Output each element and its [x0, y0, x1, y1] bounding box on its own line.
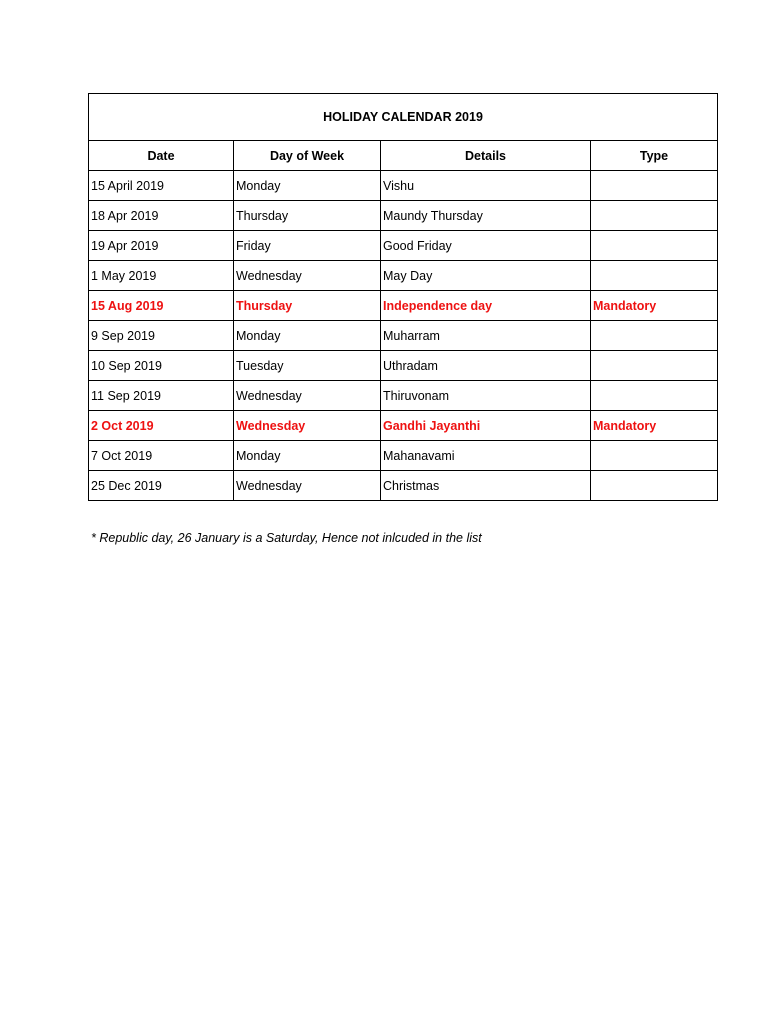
cell-type	[591, 381, 718, 411]
cell-details: Independence day	[381, 291, 591, 321]
cell-date: 15 Aug 2019	[89, 291, 234, 321]
cell-type	[591, 471, 718, 501]
cell-type	[591, 351, 718, 381]
cell-day-of-week: Thursday	[234, 201, 381, 231]
cell-type	[591, 201, 718, 231]
cell-type	[591, 231, 718, 261]
table-body	[89, 171, 718, 501]
column-header-day-of-week: Day of Week	[234, 141, 381, 171]
table-row	[89, 381, 718, 411]
cell-details: Christmas	[381, 471, 591, 501]
cell-day-of-week: Wednesday	[234, 471, 381, 501]
cell-day-of-week: Wednesday	[234, 381, 381, 411]
table-row	[89, 441, 718, 471]
cell-type	[591, 321, 718, 351]
cell-date: 25 Dec 2019	[89, 471, 234, 501]
table-row	[89, 351, 718, 381]
column-header-details: Details	[381, 141, 591, 171]
cell-details: Muharram	[381, 321, 591, 351]
cell-details: May Day	[381, 261, 591, 291]
cell-details: Good Friday	[381, 231, 591, 261]
cell-date: 10 Sep 2019	[89, 351, 234, 381]
column-header-date: Date	[89, 141, 234, 171]
cell-day-of-week: Friday	[234, 231, 381, 261]
cell-date: 18 Apr 2019	[89, 201, 234, 231]
cell-type: Mandatory	[591, 291, 718, 321]
table-row	[89, 411, 718, 441]
footnote: * Republic day, 26 January is a Saturday, Hence not inlcuded in the list	[91, 531, 482, 545]
cell-details: Vishu	[381, 171, 591, 201]
cell-type	[591, 441, 718, 471]
cell-date: 7 Oct 2019	[89, 441, 234, 471]
header-row	[89, 141, 718, 171]
cell-date: 9 Sep 2019	[89, 321, 234, 351]
cell-date: 1 May 2019	[89, 261, 234, 291]
cell-date: 2 Oct 2019	[89, 411, 234, 441]
cell-details: Thiruvonam	[381, 381, 591, 411]
cell-details: Uthradam	[381, 351, 591, 381]
cell-type	[591, 261, 718, 291]
table-row	[89, 231, 718, 261]
table-row	[89, 171, 718, 201]
cell-type	[591, 171, 718, 201]
cell-day-of-week: Monday	[234, 441, 381, 471]
cell-type: Mandatory	[591, 411, 718, 441]
holiday-calendar-table	[88, 93, 718, 501]
cell-day-of-week: Tuesday	[234, 351, 381, 381]
cell-day-of-week: Wednesday	[234, 261, 381, 291]
table-row	[89, 321, 718, 351]
cell-day-of-week: Thursday	[234, 291, 381, 321]
cell-details: Maundy Thursday	[381, 201, 591, 231]
table-title: HOLIDAY CALENDAR 2019	[89, 94, 718, 141]
table-row	[89, 291, 718, 321]
table-row	[89, 471, 718, 501]
table-row	[89, 261, 718, 291]
cell-date: 11 Sep 2019	[89, 381, 234, 411]
cell-day-of-week: Monday	[234, 321, 381, 351]
cell-details: Mahanavami	[381, 441, 591, 471]
cell-day-of-week: Wednesday	[234, 411, 381, 441]
cell-day-of-week: Monday	[234, 171, 381, 201]
cell-date: 19 Apr 2019	[89, 231, 234, 261]
column-header-type: Type	[591, 141, 718, 171]
cell-details: Gandhi Jayanthi	[381, 411, 591, 441]
table-row	[89, 201, 718, 231]
cell-date: 15 April 2019	[89, 171, 234, 201]
